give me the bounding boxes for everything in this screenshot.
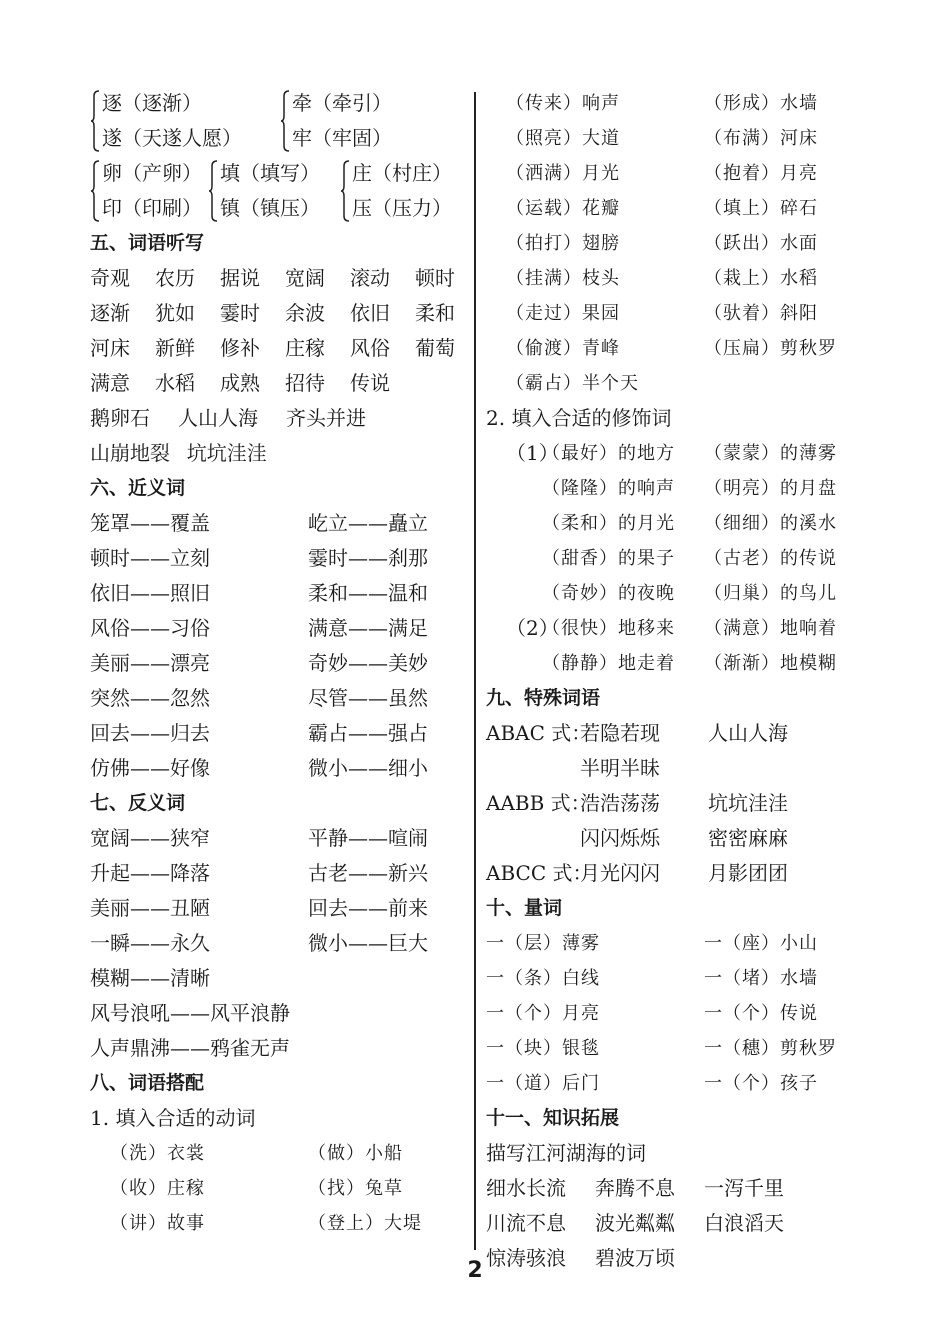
word-row	[486, 1171, 866, 1206]
verb-row	[486, 191, 866, 226]
word: 浩浩荡荡	[580, 791, 660, 815]
word: 犹如	[155, 301, 195, 325]
modifier-pair: （归巢）的鸟儿	[704, 583, 837, 604]
verb-row	[486, 296, 866, 331]
verb-pair: （做）小船	[308, 1143, 403, 1164]
word: 一泻千里	[704, 1176, 784, 1200]
word: 密密麻麻	[708, 826, 788, 850]
verb-pair: （走过）果园	[506, 303, 620, 324]
verb-pair: （形成）水墙	[704, 93, 818, 114]
word: 成熟	[220, 371, 260, 395]
synonym-row	[90, 681, 460, 716]
word-row	[90, 366, 460, 401]
brace-word: 卵（产卵）	[102, 161, 202, 185]
section-heading-7: 七、反义词	[90, 792, 186, 814]
modifier-pair: （柔和）的月光	[542, 513, 675, 534]
word: 细水长流	[486, 1176, 566, 1200]
word: 庄稼	[285, 336, 325, 360]
word: 葡萄	[415, 336, 455, 360]
modifier-row	[486, 576, 866, 611]
modifier-pair: （隆隆）的响声	[542, 478, 675, 499]
measure-pair: 一（个）传说	[704, 1003, 818, 1024]
verb-pair: （布满）河床	[704, 128, 818, 149]
column-divider	[474, 92, 476, 1250]
synonym-pair: 尽管——虽然	[308, 686, 428, 710]
verb-pair: （照亮）大道	[506, 128, 620, 149]
verb-pair: （跃出）水面	[704, 233, 818, 254]
modifier-pair: （很快）地移来	[542, 618, 675, 639]
item-number: （1）	[506, 441, 559, 465]
word: 风俗	[350, 336, 390, 360]
word: 依旧	[350, 301, 390, 325]
brace-word: 逐（逐渐）	[102, 91, 202, 115]
verb-pair: （传来）响声	[506, 93, 620, 114]
word: 坑坑洼洼	[186, 441, 267, 465]
verb-pair: （挂满）枝头	[506, 268, 620, 289]
verb-row	[486, 121, 866, 156]
verb-pair: （讲）故事	[110, 1213, 205, 1234]
measure-pair: 一（个）孩子	[704, 1073, 818, 1094]
verb-pair: （压扁）剪秋罗	[704, 338, 837, 359]
antonym-pair: 一瞬——永久	[90, 931, 210, 955]
modifier-pair: （静静）地走着	[542, 653, 675, 674]
word: 宽阔	[285, 266, 325, 290]
word: 柔和	[415, 301, 455, 325]
verb-pair: （运载）花瓣	[506, 198, 620, 219]
item-number: （2）	[506, 616, 559, 640]
verb-row	[486, 86, 866, 121]
word-row	[486, 1206, 866, 1241]
modifier-pair: （渐渐）地模糊	[704, 653, 837, 674]
synonym-pair: 美丽——漂亮	[90, 651, 210, 675]
word: 惊涛骇浪	[486, 1246, 566, 1270]
word: 奔腾不息	[595, 1176, 675, 1200]
brace-icon	[90, 160, 100, 222]
verb-pair: （找）兔草	[308, 1178, 403, 1199]
modifier-row	[486, 506, 866, 541]
section-heading-10: 十、量词	[486, 897, 563, 919]
subheading	[486, 1136, 866, 1171]
section-heading-6: 六、近义词	[90, 477, 186, 499]
section-heading-8: 八、词语搭配	[90, 1072, 205, 1094]
subheading-text: 描写江河湖海的词	[486, 1141, 646, 1165]
special-word-row	[486, 716, 866, 751]
subheading	[90, 1101, 460, 1136]
word: 水稻	[155, 371, 195, 395]
modifier-pair: （蒙蒙）的薄雾	[704, 443, 837, 464]
modifier-pair: （明亮）的月盘	[704, 478, 837, 499]
synonym-pair: 突然——忽然	[90, 686, 210, 710]
brace-word: 填（填写）	[220, 161, 320, 185]
verb-row	[486, 366, 866, 401]
word-row	[90, 436, 460, 471]
verb-pair: （栽上）水稻	[704, 268, 818, 289]
synonym-row	[90, 716, 460, 751]
antonym-row	[90, 856, 460, 891]
antonym-pair: 平静——喧闹	[308, 826, 428, 850]
page-number: 2	[467, 1258, 483, 1283]
word-row	[90, 296, 460, 331]
word-row	[90, 401, 460, 436]
word: 新鲜	[155, 336, 195, 360]
word: 人山人海	[178, 406, 258, 430]
verb-pair: （填上）碎石	[704, 198, 818, 219]
antonym-pair: 美丽——丑陋	[90, 896, 210, 920]
modifier-pair: （甜香）的果子	[542, 548, 675, 569]
antonym-row	[90, 961, 460, 996]
modifier-row	[486, 646, 866, 681]
synonym-pair: 风俗——习俗	[90, 616, 210, 640]
word-row	[90, 261, 460, 296]
antonym-pair: 宽阔——狭窄	[90, 826, 210, 850]
synonym-pair: 屹立——矗立	[308, 511, 428, 535]
antonym-row	[90, 1031, 460, 1066]
brace-icon	[340, 160, 350, 222]
word: 奇观	[90, 266, 130, 290]
word: 招待	[285, 371, 325, 395]
word: 若隐若现	[580, 721, 660, 745]
brace-icon	[208, 160, 218, 222]
synonym-pair: 霸占——强占	[308, 721, 428, 745]
synonym-pair: 依旧——照旧	[90, 581, 210, 605]
measure-pair: 一（穗）剪秋罗	[704, 1038, 837, 1059]
word: 农历	[155, 266, 195, 290]
word: 据说	[220, 266, 260, 290]
brace-word: 牵（牵引）	[292, 91, 392, 115]
synonym-pair: 霎时——刹那	[308, 546, 428, 570]
word: 月影团团	[708, 861, 788, 885]
verb-pair: （收）庄稼	[110, 1178, 205, 1199]
modifier-row	[486, 541, 866, 576]
word: 人山人海	[708, 721, 788, 745]
word: 顿时	[415, 266, 455, 290]
antonym-pair: 微小——巨大	[308, 931, 428, 955]
synonym-pair: 奇妙——美妙	[308, 651, 428, 675]
word: 满意	[90, 371, 130, 395]
word: 滚动	[350, 266, 390, 290]
synonym-row	[90, 751, 460, 786]
measure-word-row	[486, 961, 866, 996]
verb-row	[90, 1171, 460, 1206]
measure-pair: 一（道）后门	[486, 1073, 600, 1094]
word: 坑坑洼洼	[708, 791, 788, 815]
special-word-row	[486, 821, 866, 856]
left-column	[90, 86, 460, 1241]
verb-row	[90, 1206, 460, 1241]
measure-pair: 一（条）白线	[486, 968, 600, 989]
special-word-row	[486, 856, 866, 891]
verb-pair: （登上）大堤	[308, 1213, 422, 1234]
synonym-row	[90, 611, 460, 646]
measure-pair: 一（个）月亮	[486, 1003, 600, 1024]
modifier-pair: （细细）的溪水	[704, 513, 837, 534]
brace-row	[90, 156, 460, 226]
word: 闪闪烁烁	[580, 826, 660, 850]
measure-pair: 一（座）小山	[704, 933, 818, 954]
modifier-pair: （最好）的地方	[542, 443, 675, 464]
measure-pair: 一（堵）水墙	[704, 968, 818, 989]
measure-word-row	[486, 1066, 866, 1101]
brace-word: 压（压力）	[352, 196, 452, 220]
verb-pair: （拍打）翅膀	[506, 233, 620, 254]
measure-pair: 一（块）银毯	[486, 1038, 600, 1059]
word: 半明半昧	[580, 756, 660, 780]
synonym-row	[90, 541, 460, 576]
synonym-row	[90, 506, 460, 541]
pattern-label: ABAC 式：	[486, 721, 592, 745]
antonym-pair: 风号浪吼——风平浪静	[90, 1001, 290, 1025]
verb-pair: （抱着）月亮	[704, 163, 818, 184]
antonym-pair: 回去——前来	[308, 896, 428, 920]
antonym-pair: 古老——新兴	[308, 861, 428, 885]
synonym-pair: 回去——归去	[90, 721, 210, 745]
antonym-row	[90, 821, 460, 856]
brace-word: 印（印刷）	[102, 196, 202, 220]
antonym-pair: 升起——降落	[90, 861, 210, 885]
verb-row	[90, 1136, 460, 1171]
word: 齐头并进	[286, 406, 366, 430]
brace-row	[90, 86, 460, 156]
right-column	[486, 86, 866, 1276]
measure-pair: 一（层）薄雾	[486, 933, 600, 954]
word: 波光粼粼	[595, 1211, 675, 1235]
synonym-pair: 顿时——立刻	[90, 546, 210, 570]
subheading-text: 1. 填入合适的动词	[90, 1106, 256, 1130]
modifier-pair: （满意）地响着	[704, 618, 837, 639]
pattern-label: ABCC 式：	[486, 861, 593, 885]
word: 传说	[350, 371, 390, 395]
synonym-pair: 笼罩——覆盖	[90, 511, 210, 535]
verb-pair: （洗）衣裳	[110, 1143, 205, 1164]
word: 霎时	[220, 301, 260, 325]
special-word-row	[486, 786, 866, 821]
word: 余波	[285, 301, 325, 325]
verb-pair: （偷渡）青峰	[506, 338, 620, 359]
antonym-row	[90, 996, 460, 1031]
brace-icon	[280, 90, 290, 152]
section-heading-11: 十一、知识拓展	[486, 1107, 620, 1129]
synonym-row	[90, 646, 460, 681]
word: 逐渐	[90, 301, 130, 325]
word: 白浪滔天	[704, 1211, 784, 1235]
special-word-row	[486, 751, 866, 786]
measure-word-row	[486, 1031, 866, 1066]
measure-word-row	[486, 926, 866, 961]
word: 鹅卵石	[90, 406, 150, 430]
verb-row	[486, 331, 866, 366]
verb-row	[486, 226, 866, 261]
modifier-row	[486, 436, 866, 471]
verb-pair: （驮着）斜阳	[704, 303, 818, 324]
antonym-row	[90, 926, 460, 961]
modifier-row	[486, 611, 866, 646]
modifier-pair: （古老）的传说	[704, 548, 837, 569]
word: 河床	[90, 336, 130, 360]
synonym-pair: 满意——满足	[308, 616, 428, 640]
synonym-row	[90, 576, 460, 611]
section-heading-9: 九、特殊词语	[486, 687, 601, 709]
verb-row	[486, 156, 866, 191]
word: 修补	[220, 336, 260, 360]
subheading	[486, 401, 866, 436]
verb-pair: （霸占）半个天	[506, 373, 639, 394]
brace-icon	[90, 90, 100, 152]
word: 川流不息	[486, 1211, 566, 1235]
word: 月光闪闪	[580, 861, 660, 885]
brace-word: 镇（镇压）	[220, 196, 320, 220]
modifier-row	[486, 471, 866, 506]
subheading-text: 2. 填入合适的修饰词	[486, 406, 672, 430]
synonym-pair: 微小——细小	[308, 756, 428, 780]
brace-word: 遂（天遂人愿）	[102, 126, 242, 150]
word: 碧波万顷	[595, 1246, 675, 1270]
brace-word: 庄（村庄）	[352, 161, 452, 185]
word: 山崩地裂	[90, 441, 170, 465]
pattern-label: AABB 式：	[486, 791, 591, 815]
word-row	[90, 331, 460, 366]
measure-word-row	[486, 996, 866, 1031]
verb-pair: （洒满）月光	[506, 163, 620, 184]
section-heading-5: 五、词语听写	[90, 232, 205, 254]
verb-row	[486, 261, 866, 296]
brace-word: 牢（牢固）	[292, 126, 392, 150]
antonym-pair: 模糊——清晰	[90, 966, 210, 990]
synonym-pair: 仿佛——好像	[90, 756, 210, 780]
modifier-pair: （奇妙）的夜晚	[542, 583, 675, 604]
synonym-pair: 柔和——温和	[308, 581, 428, 605]
antonym-pair: 人声鼎沸——鸦雀无声	[90, 1036, 290, 1060]
antonym-row	[90, 891, 460, 926]
